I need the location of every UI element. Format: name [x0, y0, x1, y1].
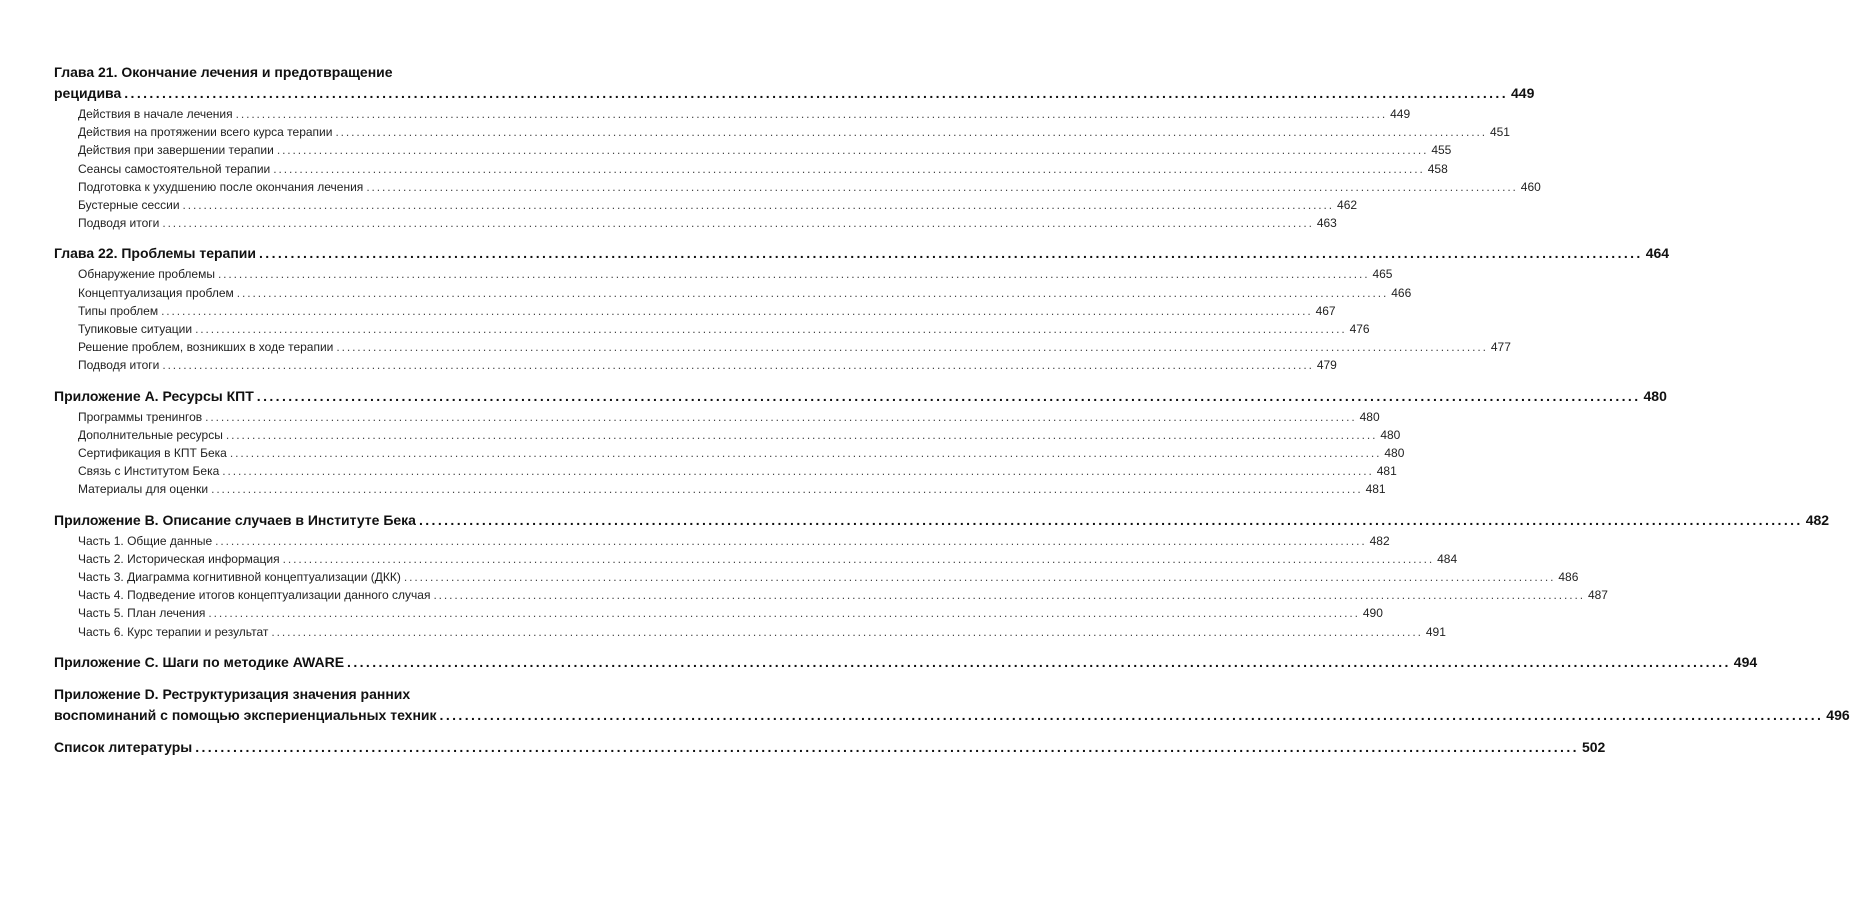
page-number: 462: [1337, 198, 1358, 213]
dot-leader: ............................................................................................................................................................................................................................: [217, 267, 1370, 282]
chapter-title: Глава 22. Проблемы терапии: [54, 245, 256, 262]
page-number: 491: [1425, 624, 1446, 639]
section-title: Бустерные сессии: [78, 198, 180, 213]
section-title: Решение проблем, возникших в ходе терапии: [78, 340, 334, 355]
section-title: Действия в начале лечения: [78, 107, 233, 121]
dot-leader: ............................................................................................................................................................................................................................: [225, 427, 1378, 442]
section-title: Программы тренингов: [78, 409, 203, 424]
section-list: [54, 532, 1608, 641]
dot-leader: ............................................................................................................................................................................................................................: [433, 588, 1585, 603]
toc-chapter: [54, 386, 1667, 499]
section-title: Подводя итоги: [78, 216, 160, 231]
dot-leader: ............................................................................................................................................................................................................................: [259, 245, 1643, 262]
toc-chapter-entry: [54, 652, 1758, 673]
section-title: Материалы для оценки: [78, 482, 209, 497]
section-list: [54, 408, 1405, 499]
toc-chapter-entry: [54, 737, 1606, 758]
toc-section-entry: [78, 408, 1380, 426]
page-number: 465: [1372, 267, 1393, 282]
toc-section-entry: [78, 462, 1397, 480]
toc-section-entry: [78, 604, 1383, 622]
chapter-title: рецидива: [54, 85, 122, 101]
page-number: 463: [1316, 216, 1337, 231]
dot-leader: ............................................................................................................................................................................................................................: [276, 143, 1429, 158]
section-title: Сертификация в КПТ Бека: [78, 446, 227, 461]
dot-leader: ............................................................................................................................................................................................................................: [195, 322, 1347, 337]
page-number: 480: [1359, 409, 1380, 424]
toc-section-entry: [78, 302, 1336, 320]
chapter-title: воспоминаний с помощью экспериенциальных техник: [54, 706, 437, 723]
toc-chapter: [54, 62, 1541, 232]
chapter-title-line: Приложение D. Реструктуризация значения ранних: [54, 685, 411, 702]
table-of-contents: [54, 62, 1850, 769]
toc-section-entry: [78, 196, 1358, 214]
dot-leader: ............................................................................................................................................................................................................................: [208, 606, 1360, 621]
dot-leader: ............................................................................................................................................................................................................................: [162, 216, 1314, 231]
page-number: 484: [1437, 551, 1458, 566]
page-number: 502: [1581, 738, 1606, 755]
dot-leader: ............................................................................................................................................................................................................................: [161, 303, 1313, 318]
page-number: 455: [1431, 143, 1452, 158]
dot-leader: ............................................................................................................................................................................................................................: [439, 706, 1824, 723]
dot-leader: ............................................................................................................................................................................................................................: [211, 482, 1363, 497]
toc-chapter: [54, 737, 1606, 758]
toc-chapter: [54, 510, 1830, 641]
toc-section-entry: [78, 444, 1405, 462]
page-number: 464: [1645, 245, 1670, 262]
section-title: Дополнительные ресурсы: [78, 427, 223, 442]
toc-chapter-entry: [54, 83, 1535, 104]
section-title: Часть 4. Подведение итогов концептуализации данного случая: [78, 588, 431, 603]
dot-leader: ............................................................................................................................................................................................................................: [162, 358, 1314, 373]
toc-section-entry: [78, 284, 1412, 302]
section-title: Часть 6. Курс терапии и результат: [78, 624, 269, 639]
page-number: 460: [1520, 179, 1541, 194]
section-title: Часть 5. План лечения: [78, 606, 206, 621]
page-number: 487: [1587, 588, 1608, 603]
dot-leader: ............................................................................................................................................................................................................................: [335, 125, 1487, 140]
toc-section-entry: [78, 320, 1370, 338]
toc-section-entry: [78, 356, 1337, 374]
page-number: 490: [1362, 606, 1383, 621]
dot-leader: ............................................................................................................................................................................................................................: [271, 624, 1423, 639]
dot-leader: ............................................................................................................................................................................................................................: [336, 340, 1488, 355]
dot-leader: ............................................................................................................................................................................................................................: [229, 446, 1382, 461]
page-number: 482: [1369, 533, 1390, 548]
toc-section-entry: [78, 480, 1386, 498]
toc-section-entry: [78, 105, 1411, 123]
page-number: 476: [1349, 322, 1370, 337]
toc-chapter-entry: [54, 243, 1670, 264]
dot-leader: ............................................................................................................................................................................................................................: [347, 653, 1731, 670]
chapter-title: Приложение А. Ресурсы КПТ: [54, 387, 254, 404]
section-title: Часть 3. Диаграмма когнитивной концептуализации (ДКК): [78, 570, 401, 585]
dot-leader: ............................................................................................................................................................................................................................: [236, 285, 1389, 300]
toc-section-entry: [78, 550, 1458, 568]
dot-leader: ............................................................................................................................................................................................................................: [124, 85, 1508, 101]
section-title: Обнаружение проблемы: [78, 267, 215, 282]
dot-leader: ............................................................................................................................................................................................................................: [235, 107, 1388, 121]
toc-section-entry: [78, 532, 1390, 550]
toc-chapter: [54, 652, 1758, 673]
page-number: 449: [1390, 107, 1411, 121]
dot-leader: ............................................................................................................................................................................................................................: [403, 570, 1556, 585]
toc-section-entry: [78, 426, 1401, 444]
section-list: [54, 265, 1511, 374]
section-title: Подготовка к ухудшению после окончания лечения: [78, 179, 364, 194]
toc-chapter-entry: [54, 510, 1830, 531]
dot-leader: ............................................................................................................................................................................................................................: [418, 511, 1803, 528]
page-number: 494: [1733, 653, 1758, 670]
section-title: Тупиковые ситуации: [78, 322, 193, 337]
page-number: 480: [1380, 427, 1401, 442]
page-number: 451: [1489, 125, 1510, 140]
page-number: 477: [1490, 340, 1511, 355]
toc-chapter-entry: [54, 705, 1850, 726]
dot-leader: ............................................................................................................................................................................................................................: [256, 387, 1641, 404]
toc-section-entry: [78, 141, 1452, 159]
toc-section-entry: [78, 214, 1337, 232]
section-title: Типы проблем: [78, 303, 159, 318]
section-title: Часть 2. Историческая информация: [78, 551, 280, 566]
toc-section-entry: [78, 160, 1448, 178]
dot-leader: ............................................................................................................................................................................................................................: [215, 533, 1367, 548]
page-number: 486: [1558, 570, 1579, 585]
section-title: Подводя итоги: [78, 358, 160, 373]
section-title: Действия на протяжении всего курса терапии: [78, 125, 333, 140]
section-title: Действия при завершении терапии: [78, 143, 274, 158]
toc-section-entry: [78, 265, 1393, 283]
dot-leader: ............................................................................................................................................................................................................................: [182, 198, 1335, 213]
page-number: 449: [1511, 85, 1535, 101]
dot-leader: ............................................................................................................................................................................................................................: [282, 551, 1435, 566]
toc-section-entry: [78, 586, 1608, 604]
page-number: 481: [1365, 482, 1386, 497]
chapter-title: Приложение В. Описание случаев в Институте Бека: [54, 511, 416, 528]
toc-chapter: [54, 243, 1670, 374]
page-number: 479: [1316, 358, 1337, 373]
dot-leader: ............................................................................................................................................................................................................................: [205, 409, 1357, 424]
page-number: 481: [1376, 464, 1397, 479]
page-number: 496: [1826, 706, 1850, 723]
page-number: 466: [1391, 285, 1412, 300]
toc-section-entry: [78, 568, 1579, 586]
dot-leader: ............................................................................................................................................................................................................................: [366, 179, 1518, 194]
chapter-title: Список литературы: [54, 738, 193, 755]
page-number: 458: [1427, 161, 1448, 176]
chapter-title-line: Глава 21. Окончание лечения и предотвращение: [54, 64, 393, 80]
section-title: Концептуализация проблем: [78, 285, 234, 300]
page-number: 482: [1805, 511, 1830, 528]
section-title: Часть 1. Общие данные: [78, 533, 213, 548]
toc-section-entry: [78, 338, 1511, 356]
section-list: [54, 105, 1541, 232]
section-title: Связь с Институтом Бека: [78, 464, 220, 479]
dot-leader: ............................................................................................................................................................................................................................: [273, 161, 1425, 176]
toc-chapter: [54, 684, 1850, 726]
toc-section-entry: [78, 123, 1510, 141]
chapter-title: Приложение С. Шаги по методике AWARE: [54, 653, 345, 670]
page-number: 467: [1315, 303, 1336, 318]
toc-section-entry: [78, 623, 1446, 641]
page-number: 480: [1384, 446, 1405, 461]
section-title: Сеансы самостоятельной терапии: [78, 161, 271, 176]
dot-leader: ............................................................................................................................................................................................................................: [195, 738, 1579, 755]
dot-leader: ............................................................................................................................................................................................................................: [222, 464, 1374, 479]
toc-chapter-entry: [54, 386, 1667, 407]
toc-section-entry: [78, 178, 1541, 196]
page-number: 480: [1643, 387, 1667, 404]
